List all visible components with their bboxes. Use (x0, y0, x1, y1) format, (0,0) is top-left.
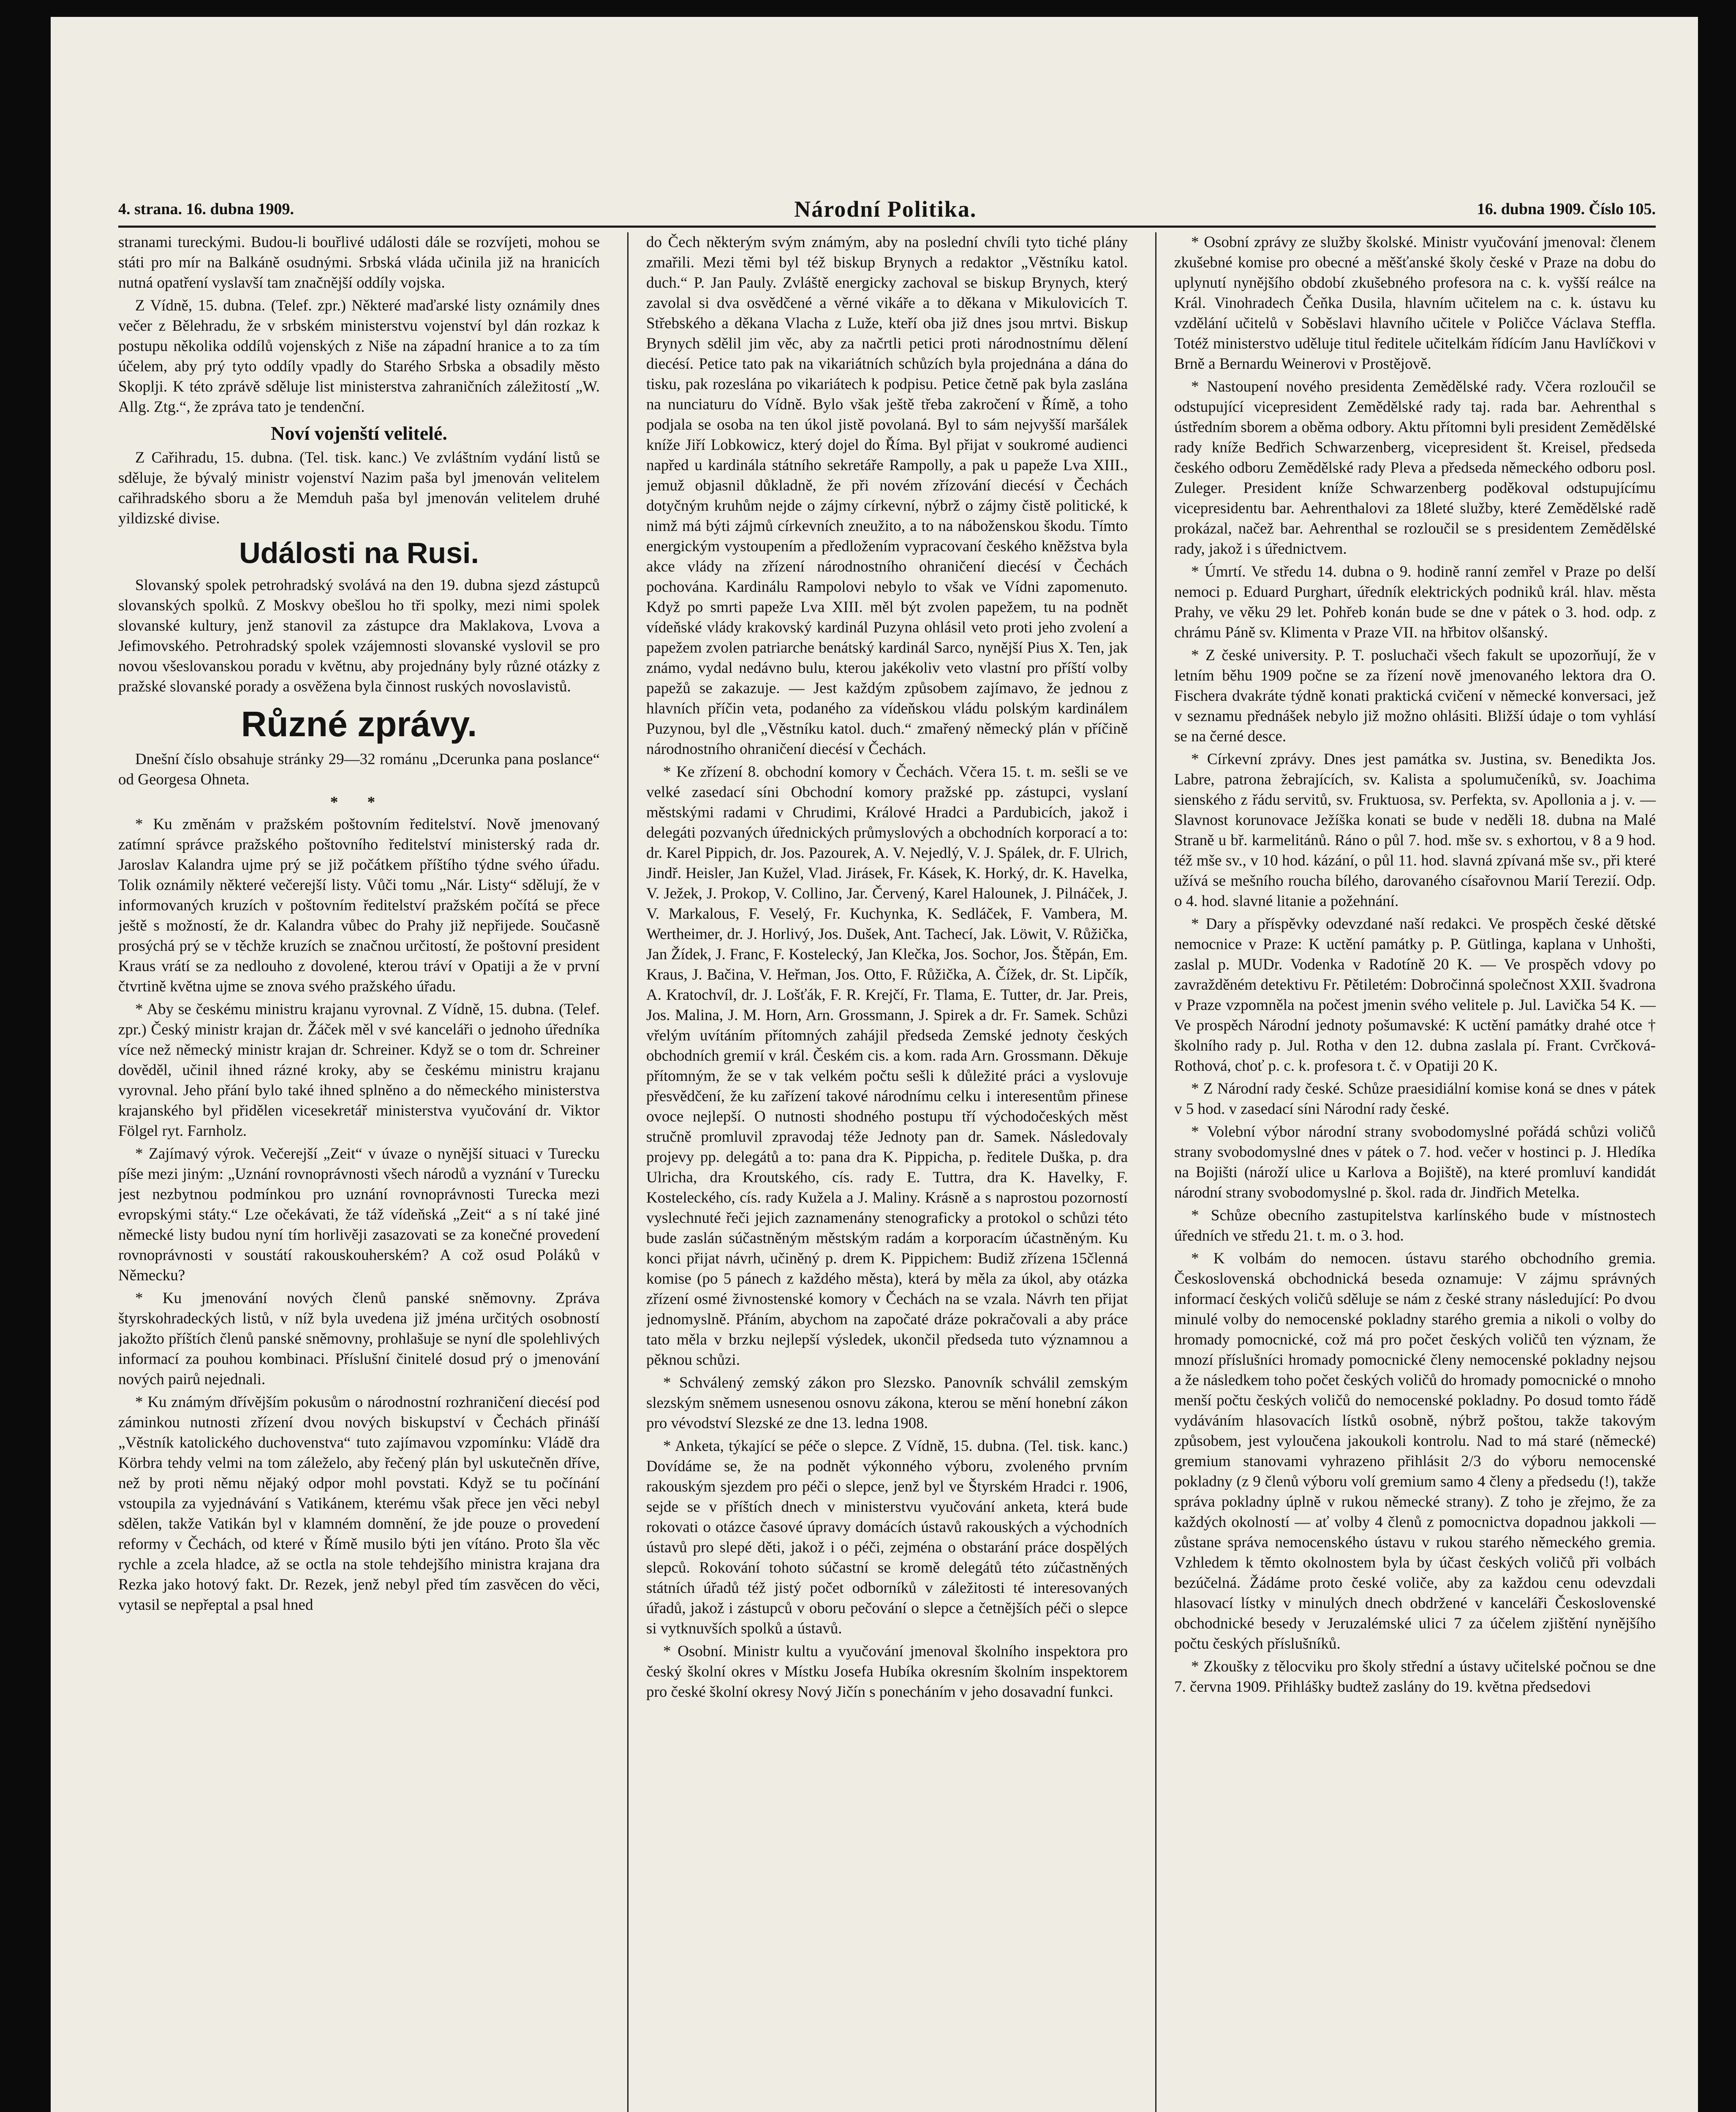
column-divider (627, 232, 629, 2112)
news-item: * Osobní. Ministr kultu a vyučování jmenoval školního inspektora pro český školní okres v Místku Josefa Hubíka okresním školním inspektorem pro české školní okresy Nový Jičín s ponecháním v jeho dosavadní funkci. (646, 1643, 1128, 1701)
section-heading: Noví vojenští velitelé. (271, 422, 447, 444)
news-item: * Z Národní rady české. Schůze praesidiální komise koná se dnes v pátek v 5 hod. v zasedací síni Národní rady české. (1174, 1080, 1656, 1118)
news-item: * Aby se českému ministru krajanu vyrovnal. Z Vídně, 15. dubna. (Telef. zpr.) Český ministr krajan dr. Žáček měl v své kanceláři o jednoho úředníka více než německý ministr krajan dr. Schreiner. Když se o tom dr. Schreiner dověděl, učinil ihned rázné kroky, aby se českému ministru krajanu vyrovnal. Jeho přání bylo také ihned splněno a do německého ministerstva krajanského byl přidělen vicesekretář ministerstva vyučování dr. Viktor Fölgel ryt. Farnholz. (118, 1001, 600, 1140)
article-text: Slovanský spolek petrohradský svolává na den 19. dubna sjezd zástupců slovanských spolků. Z Moskvy obešlou ho tři spolky, mezi nimi spolek slovanské kultury, jenž stanovil za zástupce dra Maklakova, Lvova a Jefimovského. Petrohradský spolek vzájemnosti slovanské vyslovil se pro novou všeslovanskou poradu v květnu, aby projednány byly různé otázky z pražské slovanské porady a osvěžena byla činnost ruských novoslavistů. (118, 577, 600, 695)
news-item: * Dary a příspěvky odevzdané naší redakci. Ve prospěch české dětské nemocnice v Praze: K uctění památky p. P. Gütlinga, kaplana v Unhošti, zaslal p. MUDr. Vodenka v Radotíně 20 K. — Ve prospěch vdovy po zavražděném detektivu Fr. Pětiletém: Dobročinná společnost XXII. švadrona v Praze vzpomněla na počest jmenin svého velitele p. Jul. Lavička 54 K. — Ve prospěch Národní jednoty pošumavské: K uctění památky drahé otce † školního rady p. Jul. Rotha v den 12. dubna zaslala pí. Frant. Cvrčková-Rothová, choť p. c. k. profesora t. č. v Opatiji 20 K. (1174, 915, 1656, 1075)
section-heading: Různé zprávy. (241, 704, 477, 744)
news-item: * Církevní zprávy. Dnes jest památka sv. Justina, sv. Benedikta Jos. Labre, patrona žebrajících, sv. Kalista a spolumučeníků, sv. Joachima sienského z řádu servitů, sv. Fruktuosa, sv. Perfekta, sv. Apollonia a j. v. — Slavnost korunovace Ježíška konati se bude v neděli 18. dubna na Malé Straně u bř. karmelitánů. Ráno o půl 7. hod. mše sv. s exhortou, v 8 a 9 hod. též mše sv., v 10 hod. kázání, o půl 11. hod. slavná zpívaná mše sv., při které užívá se mešního roucha bílého, darovaného císařovnou Marií Terezií. Odp. o 4. hod. slavné litanie a požehnání. (1174, 751, 1656, 910)
news-item: * Zajímavý výrok. Večerejší „Zeit“ v úvaze o nynější situaci v Turecku píše mezi jiným: „Uznání rovnoprávnosti všech národů a vyznání v Turecku jest nezbytnou podmínkou pro uznání rovnoprávnosti Turecka mezi evropskými státy.“ Lze očekávati, že táž vídeňská „Zeit“ a s ní také jiné německé listy budou nyní tím horlivěji zasazovati se za konečné provedení rovnoprávnosti v soustátí rakouskouherském? A což osud Poláků v Německu? (118, 1145, 600, 1284)
article-text: Z Vídně, 15. dubna. (Telef. zpr.) Některé maďarské listy oznámily dnes večer z Bělehradu, že v srbském ministerstvu vojenství byl dán rozkaz k postupu několika oddílů vojenských z Niše na západní hranice a to za tím účelem, aby prý tyto oddíly vpadly do Starého Srbska a obsadily město Skoplji. K této zprávě sděluje list ministerstva zahraničních záležitostí „W. Allg. Ztg.“, že zpráva tato je tendenční. (118, 297, 600, 416)
article-text: stranami tureckými. Budou-li bouřlivé události dále se rozvíjeti, mohou se státi pro mír na Balkáně osudnými. Srbská vláda učinila již na hranicích nutná opatření vyslavší tam značnější oddíly vojska. (118, 234, 600, 291)
news-item: * Schválený zemský zákon pro Slezsko. Panovník schválil zemským slezským sněmem usnesenou osnovu zákona, kterou se mění honební zákon pro vévodství Slezské ze dne 13. ledna 1908. (646, 1374, 1128, 1432)
article-text: do Čech některým svým známým, aby na poslední chvíli tyto tiché plány zmařili. Mezi těmi byl též biskup Brynych a redaktor „Věstníku katol. duch.“ P. Jan Pauly. Zvláště energicky zachoval se biskup Brynych, který zavolal si dva osvědčené a věrné vikáře a to děkana v Mikulovicích T. Střebského a děkana Vlacha z Luže, kteří oba již dnes jsou mrtvi. Biskup Brynych sdělil jim věc, aby za načrtli petici proti národnostnímu dělení diecésí. Petice tato pak na vikariátních schůzích byla projednána a dána do tisku, pak rozeslána po vikariátech k podpisu. Petice četně pak byla zaslána na nunciaturu do Vídně. Bylo však ještě třeba zakročení v Římě, a toho podjala se osoba na ten úkol jistě povolaná. Byl to sám nejvyšší maršálek kníže Jiří Lobkowicz, který dojel do Říma. Byl přijat v soukromé audienci napřed u kardinála státního sekretáře Rampolly, a pak u papeže Lva XIII., jemuž objasnil důkladně, že při novém zřízování diecésí v Čechách dotyčným kruhům nejde o zájmy církevní, nýbrž o zájmy čistě politické, k nimž má býti zájmů církevních zneužito, a to na náboženskou škodu. Tímto energickým vystoupením a předložením vypracovaní českého kněžstva byla akce vlády na zřízení národnostního ohraničení diecésí v Čechách pochována. Kardinálu Rampolovi nebylo to však ve Vídni zapomenuto. Když po smrti papeže Lva XIII. měl být zvolen papežem, tu na podnět vídeňské vlády krakovský kardinál Puzyna ohlásil veto proti jeho zvolení a papežem zvolen patriarche benátský kardinál Sarco, nynější Pius X. Ten, jak známo, vydal nedávno bulu, kterou jakékoliv veto vlastní pro příští volby papežů se zakazuje. — Jest každým způsobem zajímavo, že jednou z hlavních příčin veta, podaného za vídeňskou vládu polským kardinálem Puzynou, byl dle „Věstníku katol. duch.“ zmařený německý plán v příčině národnostního ohraničení diecésí v Čechách. (646, 234, 1128, 758)
article-text: Dnešní číslo obsahuje stránky 29—32 románu „Dcerunka pana poslance“ od Georgesa Ohneta. (118, 751, 600, 788)
newspaper-title: Národní Politika. (794, 196, 977, 222)
news-item: * Volební výbor národní strany svobodomyslné pořádá schůzi voličů strany svobodomyslné dnes v pátek o 7. hod. večer v hostinci p. J. Hledíka na Bojišti (nároží ulice u Karlova a Bojiště), na které promluví kandidát národní strany svobodomyslné p. škol. rada dr. Jindřich Metelka. (1174, 1123, 1656, 1201)
header-left: 4. strana. 16. dubna 1909. (118, 200, 294, 218)
column-divider (1155, 232, 1156, 2112)
news-item: * Ku změnám v pražském poštovním ředitelství. Nově jmenovaný zatímní správce pražského poštovního ředitelství ministerský rada dr. Jaroslav Kalandra ujme prý se již počátkem příštího týdne svého úřadu. Tolik oznámily některé večerejší listy. Vůči tomu „Nár. Listy“ sdělují, že v informovaných kruzích v poštovním ředitelství pražském počítá se přece ještě s možností, že dr. Kalandra vůbec do Prahy již nepřijede. Současně prosýchá prý se v těchže kruzích se značnou určitostí, že poštovní president Kraus vrátí se za nedlouho z dovolené, kterou tráví v Opatiji a že v první čtvrtině května ujme se znova svého pražského úřadu. (118, 816, 600, 995)
news-item: * Ku známým dřívějším pokusům o národnostní rozhraničení diecésí pod záminkou nutnosti zřízení dvou nových biskupství v Čechách přináší „Věstník katolického duchovenstva“ tuto zajímavou vzpomínku: Vládě dra Körbra tehdy velmi na tom záleželo, aby řečený plán byl uskutečněn dříve, než by proti němu nějaký odpor mohl povstati. Když se tu počínání vstoupila za vyjednávání s Vatikánem, kterému však přece jen věci nebyl sdělen, takže Vatikán byl v klamném domnění, že jde pouze o provedení reformy v Čechách, od které v Římě musilo býti jen vítáno. Proto šla věc rychle a zcela hladce, až se octla na stole tehdejšího ministra krajana dra Rezka jako hotový fakt. Dr. Rezek, jenž nebyl před tím zasvěcen do věci, vytasil se nepřeptal a psal hned (118, 1393, 600, 1614)
page-header (118, 194, 1656, 224)
news-item: * Nastoupení nového presidenta Zemědělské rady. Včera rozloučil se odstupující vicepresident Zemědělské rady taj. rada bar. Aehrenthal s ústředním sborem a oběma odbory. Aktu přítomni byli president Zemědělské rady kníže Bedřich Schwarzenberg, vicepresident št. Kreisel, předseda českého odboru Zemědělské rady Pleva a předseda německého odboru posl. Zuleger. President kníže Schwarzenberg poděkoval odstupujícímu vicepresidentu bar. Aehrenthalovi za 18leté služby, které Zemědělské radě prokázal, načež bar. Aehrenthal se rozloučil se s presidentem Zemědělské rady, jakož i s úřednictvem. (1174, 378, 1656, 558)
news-item: * Anketa, týkající se péče o slepce. Z Vídně, 15. dubna. (Tel. tisk. kanc.) Dovídáme se, že na podnět výkonného výboru, zvoleného prvním rakouským sjezdem pro péči o slepce, jenž byl ve Štyrském Hradci r. 1906, sejde se v příštích dnech v ministerstvu vyučování anketa, která bude rokovati o otázce časové úpravy domácích ústavů rakouských a východních ústavů pro slepé děti, jakož i o péči, zejména o obstarání práce dospělých slepců. Rokování tohoto súčastní se kromě delegátů této zúčastněných státních úřadů též jistý počet odborníků v záležitosti té interesovaných úřadů, jakož i zástupců v oboru pečování o slepce a četnějších péči o slepce si vytknuvších spolků a ústavů. (646, 1437, 1128, 1637)
column-1 (118, 232, 600, 2112)
news-item: * Úmrtí. Ve středu 14. dubna o 9. hodině ranní zemřel v Praze po delší nemoci p. Eduard Purghart, úředník elektrických podniků král. hlav. města Prahy, ve věku 29 let. Pohřeb konán bude se dne v pátek o 3. hod. odp. z chrámu Páně sv. Klimenta v Praze VII. na hřbitov olšanský. (1174, 563, 1656, 641)
column-3 (1174, 232, 1656, 2112)
news-item: * Ku jmenování nových členů panské sněmovny. Zpráva štyrskohradeckých listů, v níž byla uvedena již jména určitých osobností jakožto příštích členů panské sněmovny, prohlašuje se nyní dle spolehlivých informací za pouhou kombinaci. Příslušní činitelé dosud prý o jmenování nových pairů nejednali. (118, 1290, 600, 1388)
news-item: * Zkoušky z tělocviku pro školy střední a ústavy učitelské počnou se dne 7. června 1909. Přihlášky budtež zaslány do 19. května předsedovi (1174, 1658, 1656, 1696)
column-2 (646, 232, 1128, 2112)
header-rule (118, 226, 1656, 228)
header-right: 16. dubna 1909. Číslo 105. (1477, 200, 1656, 218)
news-item: * Z české university. P. T. posluchači všech fakult se upozorňují, že v letním běhu 1909 počne se za řízení nově jmenovaného lektora dra O. Fischera dvakráte týdně konati praktická cvičení v německé konversaci, jež v seznamu přednášek nebylo již možno ohlásiti. Bližší údaje o tom vyhlásí se na černé desce. (1174, 647, 1656, 745)
news-item: * Schůze obecního zastupitelstva karlínského bude v místnostech úředních ve středu 21. t. m. o 3. hod. (1174, 1207, 1656, 1244)
news-item: * Osobní zprávy ze služby školské. Ministr vyučování jmenoval: členem zkušebné komise pro obecné a měšťanské školy české v Praze na dobu do uplynutí nynějšího období zkušebného profesora na c. k. vyšší reálce na Král. Vinohradech Čeňka Dusila, hlavním učitelem na c. k. ústavu ku vzdělání učitelů v Soběslavi hlavního učitele v Poličce Václava Steffla. Totéž ministerstvo uděluje titul ředitele učitelkám řídícím Janu Havlíčkovi v Brně a Bernardu Weinerovi v Prostějově. (1174, 234, 1656, 373)
section-heading: Události na Rusi. (239, 536, 479, 569)
newspaper-page (51, 17, 1698, 2112)
news-item: * K volbám do nemocen. ústavu starého obchodního gremia. Československá obchodnická beseda oznamuje: V zájmu správných informací českých voličů sděluje se nám z české strany následující: Po dvou minulé volby do nemocenské pokladny starého gremia a nikoli o volby do hromady pomocnické, což má pro počet českých voličů ten význam, že mnozí příslušníci hromady pomocnické členy nemocenské pokladny nejsou a že následkem toho počet českých voličů do hromady pomocnické o mnoho menší počtu českých voličů do nemocenské pokladny. Po dosud tomto řádě vydáváním hlasovacích lístků osobně, nýbrž poštou, takže takovým způsobem, jest vyloučena jakoukoli kontrolu. Nad to má staré (německé) gremium stanovami vyhrazeno přihlásit 2/3 do výboru nemocenské pokladny (z 9 členů výboru volí gremium samo 4 členy a předsedu (!), takže správa pokladny úplně v rukou německé strany). Z toho je zřejmo, že za každých okolností — ať volby 4 členů z pomocnictva dopadnou jakkoli — zůstane správa nemocenského ústavu v rukou starého německého gremia. Vzhledem k těmto okolnostem byla by účast českých voličů při volbách bezúčelná. Žádáme proto české voliče, aby za každou cenu odevzdali hlasovací lístky v minulých dnech obdržené v kanceláři Československé obchodnické besedy v Jeruzalémské ulici 7 za účelem zjištění nynějšího počtu českých příslušníků. (1174, 1250, 1656, 1652)
separator-asterisks: * * (330, 794, 388, 811)
article-text: Z Cařihradu, 15. dubna. (Tel. tisk. kanc.) Ve zvláštním vydání listů se sděluje, že bývalý ministr vojenství Nazim paša byl jmenován velitelem cařihradského sboru a že Memduh paša byl jmenován velitelem druhé yildizské divise. (118, 449, 600, 527)
news-item: * Ke zřízení 8. obchodní komory v Čechách. Včera 15. t. m. sešli se ve velké zasedací síni Obchodní komory pražské pp. zástupci, vyslaní městskými radami v Chrudimi, Králové Hradci a Pardubicích, jakož i delegáti pozvaných úřednických průmyslových a obchodních korporací a to: dr. Karel Pippich, dr. Jos. Pazourek, A. V. Nejedlý, V. J. Spálek, dr. F. Ulrich, Jindř. Heisler, Jan Kužel, Vlad. Jirásek, Fr. Kásek, K. Horký, dr. K. Havelka, V. Ježek, J. Prokop, V. Collino, Jar. Červený, Karel Halounek, J. Pilnáček, J. V. Markalous, F. Veselý, Fr. Kuchynka, K. Sedláček, F. Vambera, M. Wertheimer, dr. J. Horlivý, Jos. Dušek, Ant. Tachecí, Jak. Löwit, V. Růžička, Jan Žídek, J. Franc, F. Kostelecký, Jan Klečka, Jos. Sochor, Jos. Štěpán, Em. Kraus, J. Bačina, V. Heřman, Jos. Otto, F. Růžička, A. Čížek, dr. St. Lipčík, A. Kratochvíl, dr. J. Lošťák, F. R. Krejčí, Fr. Tlama, E. Tutter, dr. Jar. Preis, Jos. Malina, J. M. Horn, Arn. Grossmann, J. Spirek a dr. Fr. Samek. Schůzi vřelým uvítáním přítomných zahájil předseda Zemské jednoty českých obchodních gremií v král. Českém cis. a kom. rada Arn. Grossmann. Děkuje přítomným, že se v tak velkém počtu sešli k důležité práci a vyslovuje přesvědčení, že ku zařízení takové národnímu celku i interesentům přinese ovoce nejlepší. O nutnosti shodného postupu tří východočeských měst stručně promluvil zpravodaj téže Jednoty pan dr. Samek. Následovaly projevy pp. delegátů a to: pana dra K. Pippicha, p. ředitele Duška, p. dra Ulricha, dra Kroutského, cís. rady E. Tuttra, dra K. Havelky, F. Kosteleckého, cís. rady Kužela a J. Maliny. Krásně a s naprostou pozorností vyslechnuté řeči jejich zaznamenány stenograficky a protokol o schůzi této bude zaslán súčastněným městským radám a korporacím účastněným. Ku konci přijat návrh, učiněný p. drem K. Pippichem: Budiž zřízena 15členná komise (po 5 pánech z každého města), která by měla za úkol, aby otázka zřízení osmé živnostenské komory v Čechách na se vzala. Návrh ten přijat jednomyslně. Přáním, abychom na započaté dráze pokračovali a aby práce tato měla v brzku nejlepší výsledek, ukončil předseda tuto významnou a pěknou schůzi. (646, 763, 1128, 1369)
